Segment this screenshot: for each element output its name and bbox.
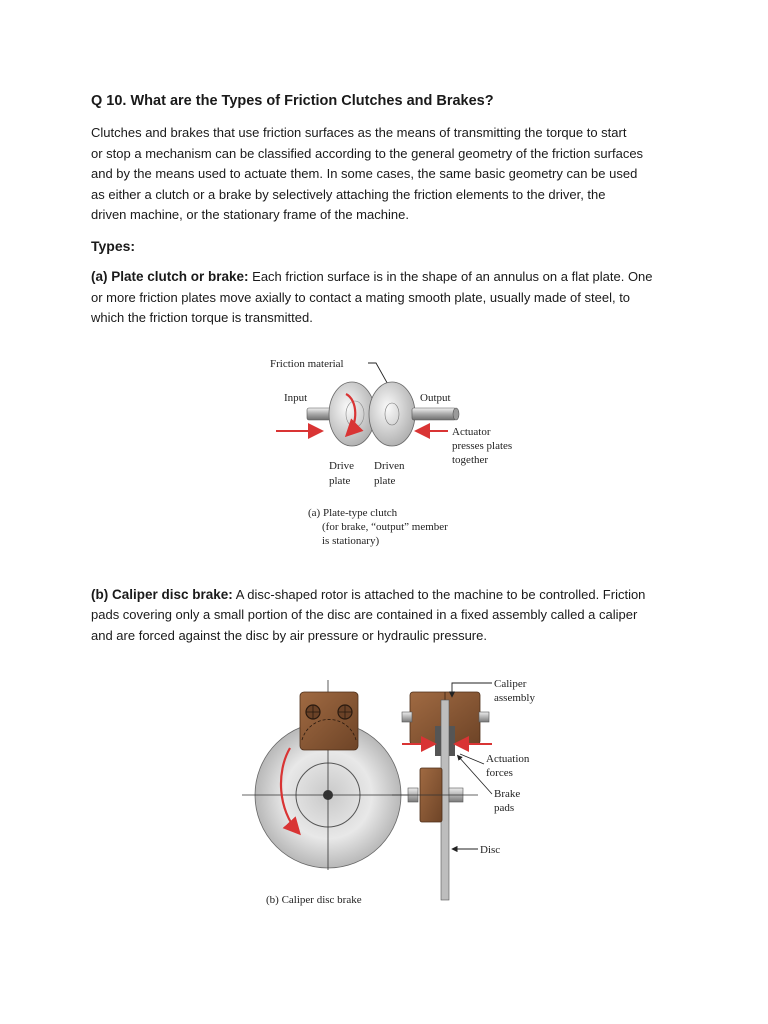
type-a-line: which the friction torque is transmitted. [91,310,313,325]
output-shaft-end [453,408,459,420]
drive-plate [329,382,375,446]
intro-line: and by the means used to actuate them. In some cases, the same basic geometry can be used [91,166,638,181]
output-shaft [412,408,456,420]
actuator-label: Actuator presses plates together [452,426,513,466]
type-a-line [91,267,691,288]
intro-line: as either a clutch or a brake by selectively attaching the friction elements to the driver, the [91,187,606,202]
drive-plate-label: Drive plate [329,460,355,487]
type-a-text: Each friction surface is in the shape of an annulus on a flat plate. One [248,269,653,284]
actuation-forces-label: Actuation forces [486,753,530,779]
intro-line: or stop a mechanism can be classified according to the general geometry of the friction surfaces [91,146,644,161]
brake-pad-right [449,726,455,756]
figure-a-caption: (a) Plate-type clutch (for brake, “output” member is stationary) [308,507,448,547]
figure-b-caption: (b) Caliper disc brake [266,894,362,906]
brake-pads-label: Brake pads [494,788,521,814]
plate-clutch-figure [262,350,532,565]
type-a-lead: (a) Plate clutch or brake: [91,269,249,284]
caliper-assembly-label: Caliper assembly [494,678,535,704]
type-b-line [91,585,691,606]
type-b-lead: (b) Caliper disc brake: [91,587,233,602]
input-label: Input [284,392,308,404]
brake-pad-left [435,726,441,756]
friction-material-label: Friction material [270,358,344,370]
output-label: Output [420,392,451,404]
caliper-brake-figure [232,660,557,915]
type-b-text: A disc-shaped rotor is attached to the machine to be controlled. Friction [232,587,646,602]
intro-line: Clutches and brakes that use friction surfaces as the means of transmitting the torque to start [91,125,627,140]
disc-label: Disc [480,844,501,856]
type-a-line: or more friction plates move axially to contact a mating smooth plate, usually made of steel, to [91,290,631,305]
caliper-front [300,692,358,750]
types-heading: Types: [91,238,136,254]
driven-plate [369,382,415,446]
caliper-side-bolt-left [402,712,412,722]
type-b-line: pads covering only a small portion of the disc are contained in a fixed assembly called a caliper [91,607,638,622]
question-title: Q 10. What are the Types of Friction Clutches and Brakes? [91,93,494,109]
driven-plate-label: Driven plate [374,460,405,487]
intro-line: driven machine, or the stationary frame of the machine. [91,207,409,222]
caliper-side-bolt-right [479,712,489,722]
type-b-line: and are forced against the disc by air pressure or hydraulic pressure. [91,628,487,643]
